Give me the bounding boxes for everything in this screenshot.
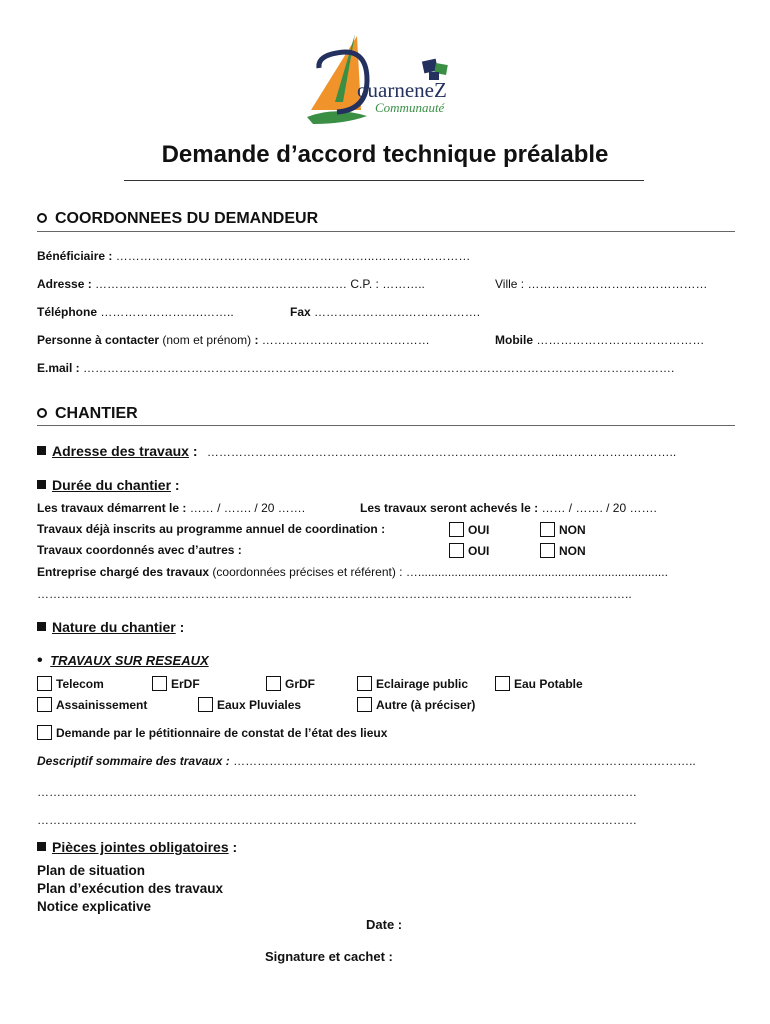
signature-label: Signature et cachet :: [265, 949, 393, 964]
list-item: Plan de situation: [37, 863, 146, 878]
reseaux-heading: • TRAVAUX SUR RESEAUX: [37, 652, 209, 669]
mobile-field[interactable]: Mobile ……………………………………: [495, 333, 705, 347]
pieces-heading: Pièces jointes obligatoires :: [37, 839, 237, 855]
descriptif-field[interactable]: Descriptif sommaire des travaux : ……………………………………………………………………………………………………..: [37, 754, 696, 768]
section-divider: [37, 425, 735, 426]
nature-heading: Nature du chantier :: [37, 619, 184, 635]
date-debut-field[interactable]: Les travaux démarrent le : …… / ……. / 20 …….: [37, 501, 306, 515]
logo: [305, 32, 475, 127]
reseau-eclairage-checkbox[interactable]: Eclairage public: [357, 676, 468, 691]
date-fin-field[interactable]: Les travaux seront achevés le : …… / ……. / 20 …….: [360, 501, 657, 515]
reseau-erdf-checkbox[interactable]: ErDF: [152, 676, 200, 691]
reseau-grdf-checkbox[interactable]: GrDF: [266, 676, 315, 691]
reseau-assainissement-checkbox[interactable]: Assainissement: [37, 697, 147, 712]
section-demandeur-heading: COORDONNEES DU DEMANDEUR: [37, 210, 318, 228]
logo-name: ouarneneZ: [357, 78, 447, 102]
section-divider: [37, 231, 735, 232]
reseau-eau-potable-checkbox[interactable]: Eau Potable: [495, 676, 583, 691]
logo-subtitle: Communauté: [375, 100, 445, 115]
duree-heading: Durée du chantier :: [37, 477, 180, 493]
descriptif-line[interactable]: ……………………………………………………………………………………………………………………………………: [37, 813, 637, 827]
square-bullet-icon: [37, 622, 46, 631]
email-field[interactable]: E.mail : ………………………………………………………………………………………………………………………………….: [37, 361, 675, 375]
reseau-autre-checkbox[interactable]: Autre (à préciser): [357, 697, 475, 712]
constat-checkbox[interactable]: Demande par le pétitionnaire de constat de l’état des lieux: [37, 725, 387, 740]
telephone-field[interactable]: Téléphone ………………….….……..: [37, 305, 234, 319]
fax-field[interactable]: Fax …………………..……………….: [290, 305, 481, 319]
date-label: Date :: [366, 917, 403, 932]
reseau-eaux-pluviales-checkbox[interactable]: Eaux Pluviales: [198, 697, 301, 712]
square-bullet-icon: [37, 446, 46, 455]
list-item: Notice explicative: [37, 899, 152, 914]
beneficiaire-field[interactable]: Bénéficiaire : ………………………………………………………..……………………: [37, 249, 471, 263]
inscrits-non-checkbox[interactable]: NON: [540, 522, 586, 537]
coordonnes-oui-checkbox[interactable]: OUI: [449, 543, 489, 558]
inscrits-label: Travaux déjà inscrits au programme annuel de coordination :: [37, 522, 386, 536]
coordonnes-non-checkbox[interactable]: NON: [540, 543, 586, 558]
square-bullet-icon: [37, 842, 46, 851]
bullet-dot-icon: •: [37, 652, 43, 669]
descriptif-line[interactable]: ……………………………………………………………………………………………………………………………………: [37, 785, 637, 799]
page-title: Demande d’accord technique préalable: [161, 141, 609, 168]
circle-bullet-icon: [37, 213, 47, 223]
section-chantier-heading: CHANTIER: [37, 405, 138, 423]
ville-field[interactable]: Ville : ………………………………………: [495, 277, 708, 291]
circle-bullet-icon: [37, 408, 47, 418]
square-bullet-icon: [37, 480, 46, 489]
reseau-telecom-checkbox[interactable]: Telecom: [37, 676, 104, 691]
adresse-travaux-field[interactable]: Adresse des travaux : ……………………………………………………………………………..………………………..: [37, 443, 676, 459]
coordonnes-label: Travaux coordonnés avec d’autres :: [37, 543, 242, 557]
entreprise-field[interactable]: Entreprise chargé des travaux (coordonnées précises et référent) : …...........................................................................: [37, 565, 668, 579]
list-item: Plan d’exécution des travaux: [37, 881, 224, 896]
contact-field[interactable]: Personne à contacter (nom et prénom) : ……………………………………: [37, 333, 430, 347]
inscrits-oui-checkbox[interactable]: OUI: [449, 522, 489, 537]
adresse-field[interactable]: Adresse : ……………………………………………………… C.P. : ………..: [37, 277, 425, 291]
title-divider: [124, 180, 644, 181]
entreprise-line[interactable]: …………………………………………………………………………………………………………………………………..: [37, 587, 632, 601]
